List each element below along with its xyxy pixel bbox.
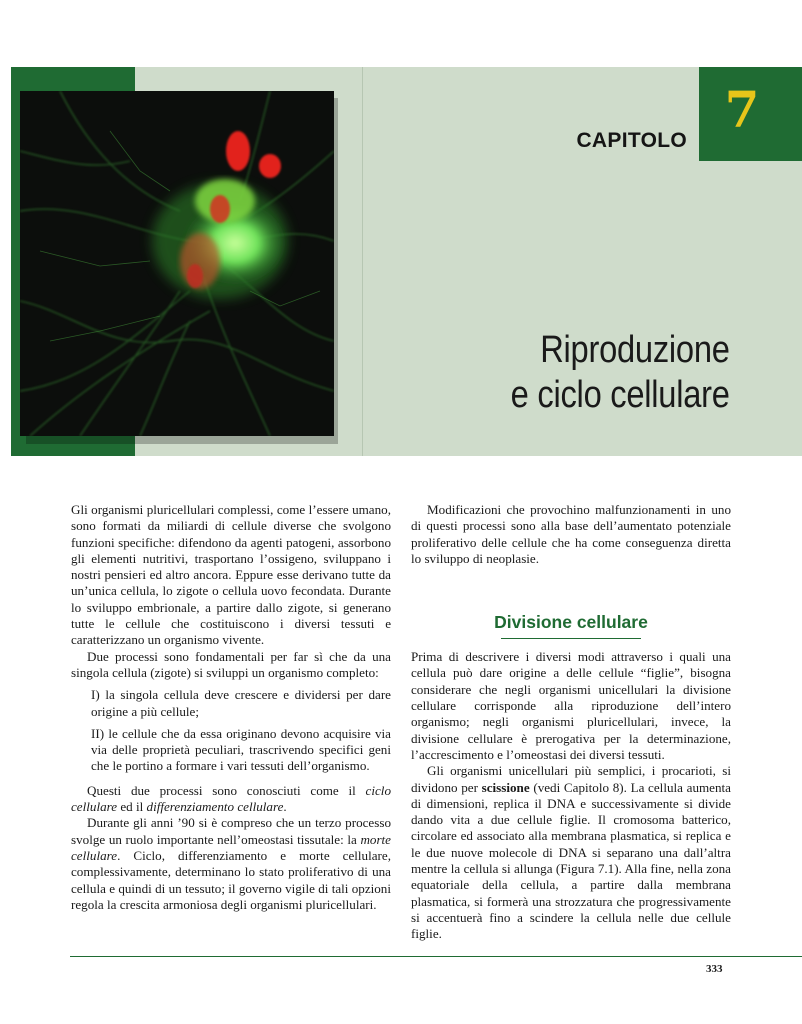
- right-column: [411, 502, 731, 943]
- section-underline: [501, 638, 641, 639]
- chapter-number: 7: [724, 80, 760, 139]
- text-span: .: [283, 799, 287, 815]
- paragraph: [71, 815, 391, 913]
- paragraph: [411, 763, 731, 942]
- text-span: . Ciclo, differenziamento e morte cellulare, complessivamente, determinano lo stato proliferativo di una cellula e quindi di un tessuto; il governo vigile di tali opzioni regola la crescita armoniosa degli organismi pluricellulari.: [71, 847, 391, 912]
- emphasis-text: morte cellulare: [71, 831, 391, 863]
- list-item: I) la singola cellula deve crescere e dividersi per dare origine a più cellule;: [91, 687, 391, 719]
- paragraph: Modificazioni che provochino malfunzionamenti in uno di questi processi sono alla base dell’aumentato potenziale proliferativo delle cellule che ha come conseguenza diretta lo sviluppo di neoplasie.: [411, 502, 731, 566]
- page-number: 333: [706, 963, 723, 975]
- list-item: II) le cellule che da essa originano devono acquisire via via delle proprietà peculiari, trascrivendo specifici geni che le portino a formare i vari tessuti dell’organismo.: [91, 725, 391, 774]
- text-span: ed il: [117, 799, 147, 815]
- left-column: [71, 502, 391, 913]
- paragraph: [71, 783, 391, 816]
- text-span: Durante gli anni ’90 si è compreso che un terzo processo svolge un ruolo importante nell’omeostasi tissutale: la: [71, 815, 391, 847]
- chapter-title: [511, 328, 730, 418]
- text-span: (vedi Capitolo 8). La cellula aumenta di dimensioni, replica il DNA e successivamente si divide dando vita a due cellule figlie. Il cromosoma batterico, circolare ed associato alla membrana plasmatica, si replica e le due nuove molecole di DNA si separano una dall’altra mentre la cellula si allunga (Figura 7.1). Alla fine, nella zona equatoriale della cellula, a partire dalla membrana plasmatica, si formerà una strozzatura che progressivamente si accentuerà fino a scindere la cellula nelle due cellule figlie.: [411, 779, 731, 942]
- text-span: Questi due processi sono conosciuti come il: [87, 782, 366, 798]
- chapter-number-box: [699, 67, 802, 161]
- chapter-title-line2: e ciclo cellulare: [510, 374, 730, 416]
- paragraph: Gli organismi pluricellulari complessi, come l’essere umano, sono formati da miliardi di cellule diverse che svolgono funzioni specifiche: difendono da agenti patogeni, assorbono gli elementi nutritivi, trasportano l’ossigeno, sviluppano i nostri pensieri ed altro ancora. Eppure esse derivano tutte da un’unica cellula, lo zigote o cellula uovo fecondata. Durante lo sviluppo embrionale, a partire dallo zigote, si generano tutte le cellule che costituiscono i diversi tessuti e caratterizzano un organismo vivente.: [71, 502, 391, 648]
- section-heading: Divisione cellulare: [494, 612, 648, 633]
- text-span: Gli organismi unicellulari più semplici, i procarioti, si dividono per: [411, 763, 731, 795]
- microscopy-graphic: [20, 91, 334, 436]
- emphasis-text: ciclo cellulare: [71, 782, 391, 815]
- paragraph: Due processi sono fondamentali per far sì che da una singola cellula (zigote) si sviluppi un organismo completo:: [71, 648, 391, 680]
- microscopy-image: [20, 91, 334, 436]
- footer-rule: [70, 956, 802, 957]
- chapter-label: CAPITOLO: [576, 129, 687, 152]
- chapter-title-line1: Riproduzione: [540, 329, 730, 371]
- paragraph: Prima di descrivere i diversi modi attraverso i quali una cellula può dare origine a delle cellule “figlie”, bisogna considerare che negli organismi unicellulari la divisione cellulare corrisponde alla riproduzione dell’intero organismo; negli organismi pluricellulari, invece, la divisione cellulare è prerogativa per la determinazione, l’accrescimento e l’omeostasi dei diversi tessuti.: [411, 649, 731, 762]
- bold-term: scissione: [481, 779, 530, 795]
- emphasis-text: differenziamento cellulare: [146, 799, 284, 815]
- header-divider: [362, 67, 363, 456]
